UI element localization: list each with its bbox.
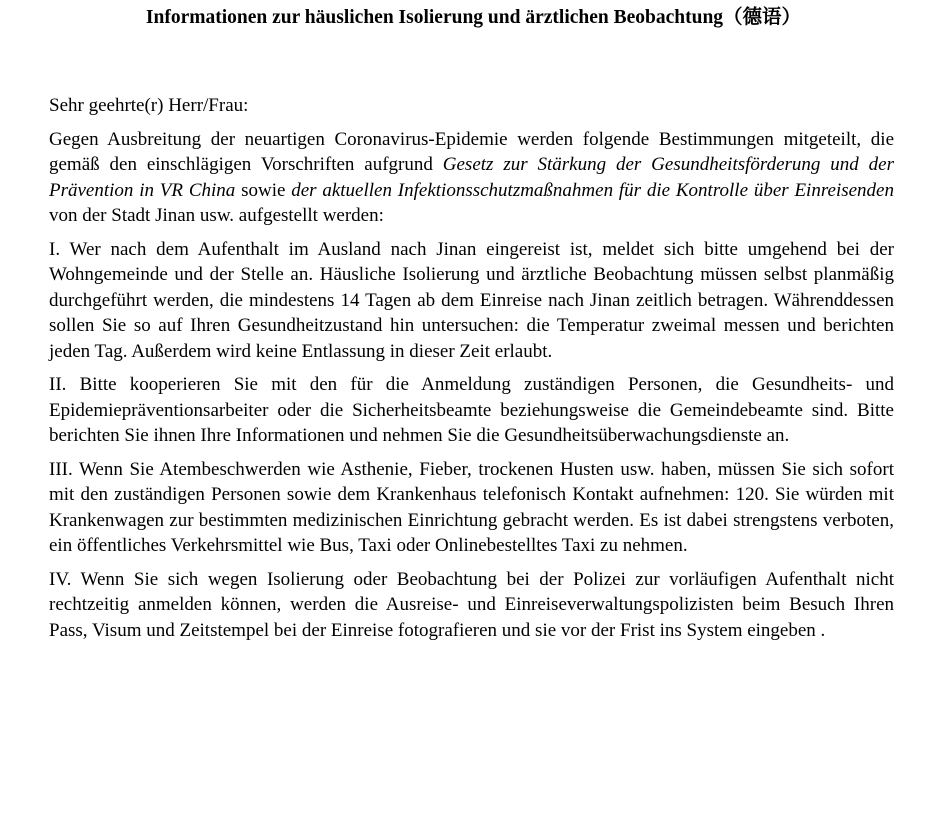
law-title-2: der aktuellen Infektionsschutzmaßnahmen für die Kontrolle über Einreisenden (291, 179, 894, 201)
law-title-1: Gesetz zur Stärkung der Gesundheitsförderung und der Prävention in VR China (49, 154, 895, 201)
intro-paragraph (49, 127, 894, 229)
intro-text-part-2: sowie (235, 179, 292, 201)
intro-text-part-1: Gegen Ausbreitung der neuartigen Coronavirus-Epidemie werden folgende Bestimmungen mitgeteilt, die gemäß den einschlägigen Vorschriften aufgrund (49, 128, 894, 175)
paragraph-1: I. Wer nach dem Aufenthalt im Ausland nach Jinan eingereist ist, meldet sich bitte umgehend bei der Wohngemeinde und der Stelle an. Häusliche Isolierung und ärztliche Beobachtung müssen selbst planmäßig durchgeführt werden, die mindestens 14 Tagen ab dem Einreise nach Jinan zeitlich betragen. Währenddessen sollen Sie so auf Ihren Gesundheitzustand hin untersuchen: die Temperatur zweimal messen und berichten jeden Tag. Außerdem wird keine Entlassung in dieser Zeit erlaubt. (49, 238, 894, 362)
document-title: Informationen zur häuslichen Isolierung und ärztlichen Beobachtung（德语） (145, 7, 802, 28)
paragraph-2: II. Bitte kooperieren Sie mit den für die Anmeldung zuständigen Personen, die Gesundheits- und Epidemiepräventionsarbeiter oder die Sicherheitsbeamte beziehungsweise die Gemeindebeamte sind. Bitte berichten Sie ihnen Ihre Informationen und nehmen Sie die Gesundheitsüberwachungsdienste an. (49, 374, 894, 446)
intro-text-part-3: von der Stadt Jinan usw. aufgestellt werden: (49, 205, 384, 226)
salutation: Sehr geehrte(r) Herr/Frau: (49, 95, 249, 116)
document-body (49, 93, 894, 651)
paragraph-4: IV. Wenn Sie sich wegen Isolierung oder Beobachtung bei der Polizei zur vorläufigen Aufenthalt nicht rechtzeitig anmelden können, werden die Ausreise- und Einreiseverwaltungspolizisten beim Besuch Ihren Pass, Visum und Zeitstempel bei der Einreise fotografieren und sie vor der Frist ins System eingeben . (49, 568, 894, 641)
paragraph-3: III. Wenn Sie Atembeschwerden wie Asthenie, Fieber, trockenen Husten usw. haben, müssen Sie sich sofort mit den zuständigen Personen sowie dem Krankenhaus telefonisch Kontakt aufnehmen: 120. Sie würden mit Krankenwagen zur bestimmten medizinischen Einrichtung gebracht werden. Es ist dabei strengstens verboten, ein öffentliches Verkehrsmittel wie Bus, Taxi oder Onlinebestelltes Taxi zu nehmen. (49, 458, 894, 556)
